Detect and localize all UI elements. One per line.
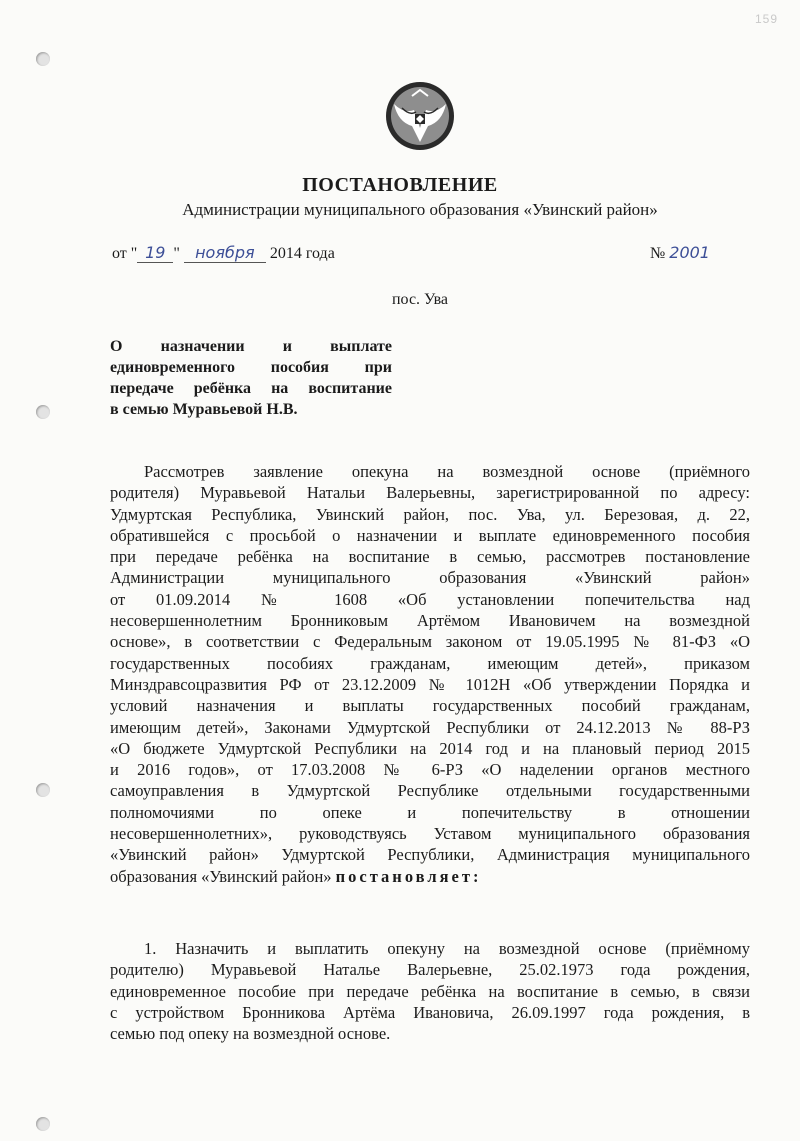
punch-hole bbox=[36, 405, 50, 419]
text-line: обратившейся с просьбой о назначении и выплате единовременного пособия bbox=[110, 525, 750, 545]
date-day: 19 bbox=[137, 243, 173, 263]
text-line: имеющим детей», Законами Удмуртской Республики от 24.12.2013 № 88-РЗ bbox=[110, 717, 750, 737]
date-quote: " bbox=[130, 245, 138, 262]
punch-hole bbox=[36, 52, 50, 66]
text-line: 1. Назначить и выплатить опекуну на возмездной основе (приёмному bbox=[144, 939, 750, 958]
text-line: полномочиями по опеке и попечительству в отношении bbox=[110, 802, 750, 822]
date-quote: " bbox=[173, 245, 180, 262]
punch-hole bbox=[36, 1117, 50, 1131]
date-year: 2014 года bbox=[269, 245, 335, 262]
text-line: «Увинский район» Удмуртской Республики, Администрация муниципального bbox=[110, 845, 750, 865]
date-month: ноября bbox=[184, 243, 266, 263]
punch-hole bbox=[36, 783, 50, 797]
preamble-paragraph bbox=[110, 461, 750, 887]
text-line: несовершеннолетним Бронниковым Артёмом Ивановичем на возмездной bbox=[110, 611, 750, 631]
number-value: 2001 bbox=[669, 243, 710, 262]
text-line: семью под опеку на возмездной основе. bbox=[110, 1024, 391, 1044]
text-line: несовершеннолетних», руководствуясь Уставом муниципального образования bbox=[110, 824, 750, 844]
document-subject bbox=[110, 336, 392, 420]
subject-line: О назначении и выплате bbox=[110, 338, 392, 355]
text-line: и 2016 годов», от 17.03.2008 № 6-РЗ «О наделении органов местного bbox=[110, 760, 750, 780]
text-line: Минздравсоцразвития РФ от 23.12.2009 № 1012Н «Об утверждении Порядка и bbox=[110, 674, 750, 694]
date-prefix: от bbox=[112, 245, 127, 262]
text-line: самоуправления в Удмуртской Республике отдельными государственными bbox=[110, 781, 750, 801]
coat-of-arms-icon bbox=[384, 80, 456, 152]
text-line: основе», в соответствии с Федеральным законом от 19.05.1995 № 81-ФЗ «О bbox=[110, 632, 750, 652]
text-line: с устройством Бронникова Артёма Ивановича, 26.09.1997 года рождения, в bbox=[110, 1002, 750, 1022]
document-date bbox=[112, 243, 335, 263]
decree-word: постановляет: bbox=[335, 866, 482, 886]
text-line: Администрации муниципального образования «Увинский район» bbox=[110, 568, 750, 588]
subject-line: единовременного пособия при bbox=[110, 359, 392, 376]
document-subtitle: Администрации муниципального образования «Увинский район» bbox=[182, 200, 658, 219]
document-title: ПОСТАНОВЛЕНИЕ bbox=[302, 174, 498, 196]
text-fragment: образования «Увинский район» bbox=[110, 866, 332, 886]
text-line bbox=[110, 866, 750, 887]
text-line: Удмуртская Республика, Увинский район, пос. Ува, ул. Березовая, д. 22, bbox=[110, 504, 750, 524]
text-line: при передаче ребёнка на воспитание в семью, рассмотрев постановление bbox=[110, 547, 750, 567]
text-line: государственных пособиях гражданам, имеющим детей», приказом bbox=[110, 653, 750, 673]
text-line: Рассмотрев заявление опекуна на возмездной основе (приёмного bbox=[144, 462, 750, 481]
decision-paragraph bbox=[110, 938, 750, 1044]
text-line: родителя) Муравьевой Натальи Валерьевны, зарегистрированной по адресу: bbox=[110, 483, 750, 503]
text-line: единовременное пособие при передаче ребёнка на воспитание в семью, в связи bbox=[110, 981, 750, 1001]
number-label: № bbox=[650, 245, 666, 262]
text-line: «О бюджете Удмуртской Республики на 2014 год и на плановый период 2015 bbox=[110, 738, 750, 758]
page-mark: 159 bbox=[754, 12, 778, 26]
text-line: условий назначения и выплаты государственных пособий гражданам, bbox=[110, 696, 750, 716]
subject-line: в семью Муравьевой Н.В. bbox=[110, 401, 298, 418]
document-number bbox=[650, 243, 739, 263]
document-place: пос. Ува bbox=[391, 291, 449, 308]
subject-line: передаче ребёнка на воспитание bbox=[110, 380, 392, 397]
text-line: родителю) Муравьевой Наталье Валерьевне, 25.02.1973 года рождения, bbox=[110, 960, 750, 980]
text-line: от 01.09.2014 № 1608 «Об установлении попечительства над bbox=[110, 589, 750, 609]
